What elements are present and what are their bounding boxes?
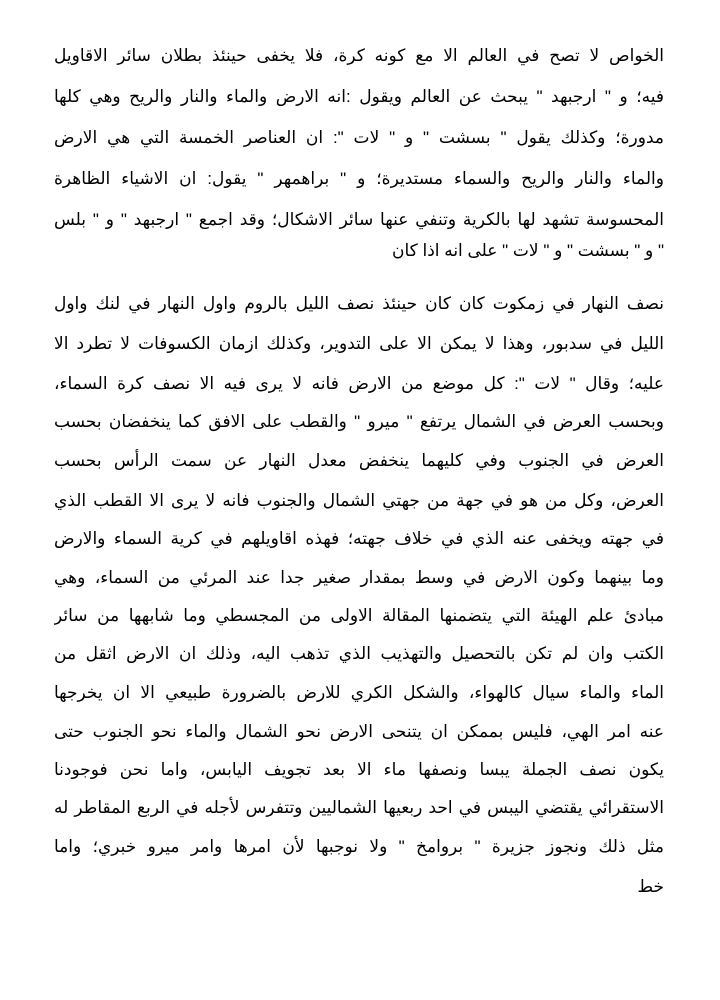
text-line: مثل ذلك ونجوز جزيرة " بروامخ " ولا نوجبها لأن امرها وامر ميرو خبري؛ واما — [54, 837, 664, 856]
text-line: خط — [637, 877, 664, 896]
text-line: نصف النهار في زمكوت كان كان حينئذ نصف الليل بالروم واول النهار في لنك واول — [54, 294, 664, 313]
text-line: العرض في الجنوب وفي كليهما ينخفض معدل النهار عن سمت الرأس بحسب — [54, 451, 664, 470]
text-line: الاستقرائي يقتضي اليبس في احد ربعيها الشماليين وتتفرس لأجله في الربع المقاطر له — [54, 798, 664, 817]
text-line: الخواص لا تصح في العالم الا مع كونه كرة، فلا يخفى حينئذ بطلان سائر الاقاويل — [54, 46, 664, 65]
text-line: يكون نصف الجملة يبسا ونصفها ماء الا بعد تجويف اليابس، واما نحن فوجودنا — [54, 760, 664, 779]
text-line: فيه؛ و " ارجبهد " يبحث عن العالم ويقول :انه الارض والماء والنار والريح وهي كلها — [54, 87, 664, 106]
text-line: الكتب وان لم تكن بالتحصيل والتهذيب الذي تذهب اليه، وذلك ان الارض اثقل من — [54, 644, 664, 663]
text-line: مدورة؛ وكذلك يقول " بسشت " و " لات ": ان العناصر الخمسة التي هي الارض — [54, 128, 664, 147]
text-line: والماء والنار والريح والسماء مستديرة؛ و " براهمهر " يقول: ان الاشياء الظاهرة — [54, 169, 664, 188]
text-line: وما بينهما وكون الارض في وسط بمقدار صغير جدا عند المرئي من السماء، وهي — [54, 568, 664, 587]
text-line: المحسوسة تشهد لها بالكرية وتنفي عنها سائر الاشكال؛ وقد اجمع " ارجبهد " و " بلس — [54, 210, 664, 229]
text-line: مبادئ علم الهيئة التي يتضمنها المقالة الاولى من المجسطي وما شابهها من سائر — [54, 606, 664, 625]
text-line: الماء والماء سيال كالهواء، والشكل الكري للارض بالضرورة طبيعي الا ان يخرجها — [54, 683, 664, 702]
text-line: وبحسب العرض في الشمال يرتفع " ميرو " والقطب على الافق كما ينخفضان بحسب — [54, 412, 664, 431]
text-line: العرض، وكل من هو في جهة من جهتي الشمال والجنوب فانه لا يرى الا القطب الذي — [54, 491, 664, 510]
text-line: الليل في سدبور، وهذا لا يمكن الا على التدوير، وكذلك ازمان الكسوفات لا تطرد الا — [54, 334, 664, 353]
text-line: عليه؛ وقال " لات ": كل موضع من الارض فانه لا يرى فيه الا نصف كرة السماء، — [54, 374, 664, 393]
text-line: " و " بسشت " و " لات " على انه اذا كان — [391, 241, 664, 260]
text-line: في جهته ويخفى عنه الذي في خلاف جهته؛ فهذه اقاويلهم في كرية السماء والارض — [54, 529, 664, 548]
text-line: عنه امر الهي، فليس بممكن ان يتنحى الارض نحو الشمال والماء نحو الجنوب حتى — [54, 722, 664, 741]
